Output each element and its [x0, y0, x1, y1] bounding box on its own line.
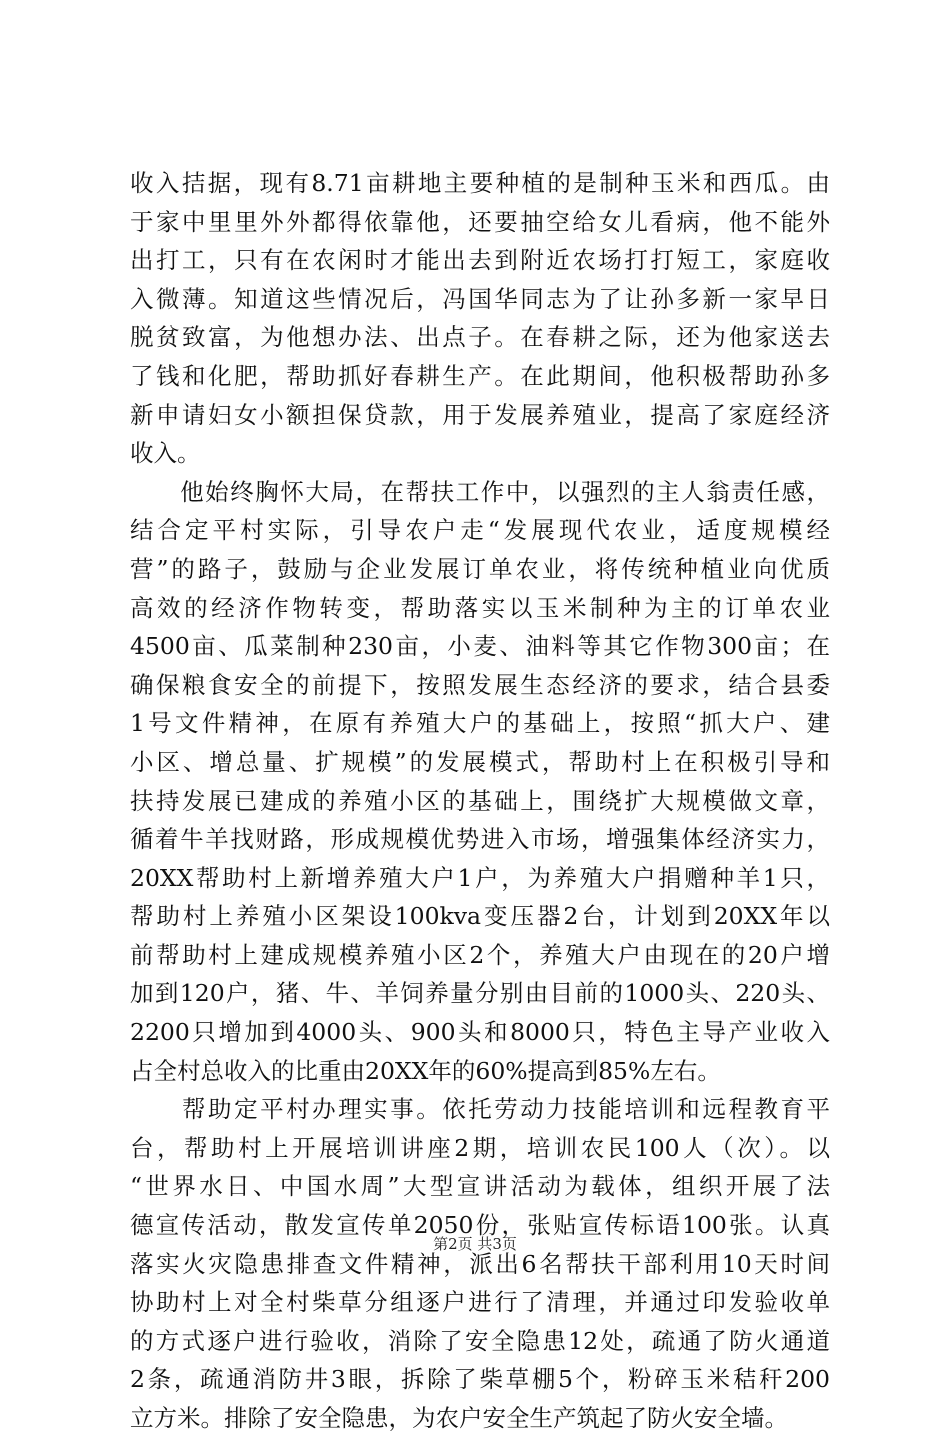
paragraph-1 [130, 164, 830, 473]
text-line: 加到120户，猪、牛、羊饲养量分别由目前的1000头、220头、 [130, 979, 830, 1008]
paragraph-3 [130, 1090, 830, 1437]
text-line: 2条，疏通消防井3眼，拆除了柴草棚5个，粉碎玉米秸秆200 [130, 1365, 830, 1394]
text-line: 高效的经济作物转变，帮助落实以玉米制种为主的订单农业 [130, 593, 830, 622]
text-line: 于家中里里外外都得依靠他，还要抽空给女儿看病，他不能外 [130, 207, 830, 236]
text-line: 脱贫致富，为他想办法、出点子。在春耕之际，还为他家送去 [130, 323, 830, 352]
text-line: 收入。 [130, 439, 201, 468]
text-line: 的方式逐户进行验收，消除了安全隐患12处，疏通了防火通道 [130, 1326, 830, 1355]
page-number-footer: 第2页 共3页 [433, 1235, 517, 1253]
text-line: 协助村上对全村柴草分组逐户进行了清理，并通过印发验收单 [130, 1288, 830, 1317]
text-line: 前帮助村上建成规模养殖小区2个，养殖大户由现在的20户增 [130, 940, 830, 969]
text-line: 收入拮据，现有8.71亩耕地主要种植的是制种玉米和西瓜。由 [130, 169, 830, 197]
text-line: 营”的路子，鼓励与企业发展订单农业，将传统种植业向优质 [130, 554, 830, 583]
text-line: 了钱和化肥，帮助抓好春耕生产。在此期间，他积极帮助孙多 [130, 361, 830, 390]
text-line: 他始终胸怀大局，在帮扶工作中，以强烈的主人翁责任感， [130, 477, 830, 506]
text-line: 4500亩、瓜菜制种230亩，小麦、油料等其它作物300亩；在 [130, 632, 830, 661]
text-line: 出打工，只有在农闲时才能出去到附近农场打打短工，家庭收 [130, 246, 830, 275]
text-line: 循着牛羊找财路，形成规模优势进入市场，增强集体经济实力， [130, 825, 830, 854]
text-line: 德宣传活动，散发宣传单2050份，张贴宣传标语100张。认真 [130, 1211, 830, 1240]
text-line: 台，帮助村上开展培训讲座2期，培训农民100人（次）。以 [130, 1133, 830, 1162]
text-line: 2200只增加到4000头、900头和8000只，特色主导产业收入 [130, 1018, 830, 1047]
text-line: 帮助定平村办理实事。依托劳动力技能培训和远程教育平 [130, 1095, 830, 1124]
text-line: 占全村总收入的比重由20XX年的60%提高到85%左右。 [130, 1056, 721, 1085]
text-line: “世界水日、中国水周”大型宣讲活动为载体，组织开展了法 [130, 1172, 830, 1201]
text-line: 20XX帮助村上新增养殖大户1户，为养殖大户捐赠种羊1只， [130, 863, 830, 892]
text-line: 1号文件精神，在原有养殖大户的基础上，按照“抓大户、建 [130, 709, 830, 738]
text-line: 帮助村上养殖小区架设100kva变压器2台，计划到20XX年以 [130, 902, 830, 931]
text-line: 落实火灾隐患排查文件精神，派出6名帮扶干部利用10天时间 [130, 1249, 830, 1278]
paragraph-2 [130, 473, 830, 1091]
text-line: 新申请妇女小额担保贷款，用于发展养殖业，提高了家庭经济 [130, 400, 830, 429]
text-line: 扶持发展已建成的养殖小区的基础上，围绕扩大规模做文章， [130, 786, 830, 815]
text-line: 小区、增总量、扩规模”的发展模式，帮助村上在积极引导和 [130, 747, 830, 776]
text-line: 立方米。排除了安全隐患，为农户安全生产筑起了防火安全墙。 [130, 1404, 788, 1432]
text-line: 入微薄。知道这些情况后，冯国华同志为了让孙多新一家早日 [130, 284, 830, 313]
text-line: 结合定平村实际，引导农户走“发展现代农业，适度规模经 [130, 516, 830, 545]
text-line: 确保粮食安全的前提下，按照发展生态经济的要求，结合县委 [130, 670, 830, 699]
